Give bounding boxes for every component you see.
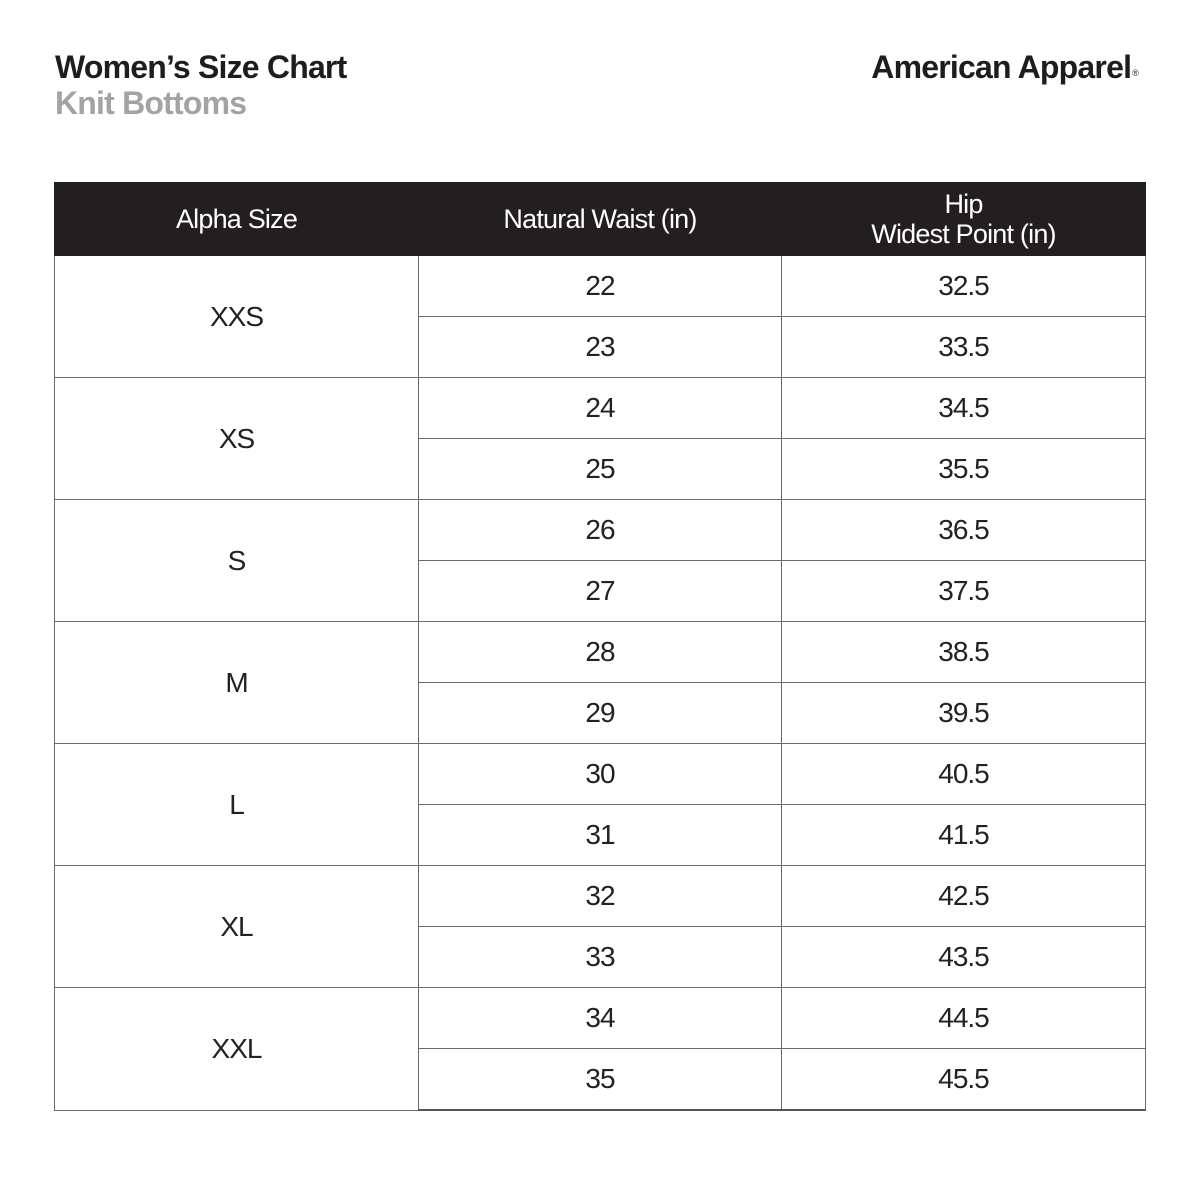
- natural-waist-cell: 30: [419, 744, 782, 805]
- hip-cell: 33.5: [782, 317, 1146, 378]
- natural-waist-cell: 29: [419, 683, 782, 744]
- table-row: [55, 622, 1146, 683]
- hip-header-line1: Hip: [944, 189, 983, 219]
- alpha-size-cell: XS: [55, 378, 419, 500]
- table-row: [55, 866, 1146, 927]
- hip-cell: 45.5: [782, 1049, 1146, 1111]
- hip-cell: 32.5: [782, 256, 1146, 317]
- table-header-row: [55, 183, 1146, 256]
- hip-cell: 37.5: [782, 561, 1146, 622]
- column-header-natural-waist: Natural Waist (in): [419, 183, 782, 256]
- alpha-size-cell: L: [55, 744, 419, 866]
- hip-cell: 44.5: [782, 988, 1146, 1049]
- page-title: Women’s Size Chart: [55, 49, 347, 85]
- alpha-size-cell: XXS: [55, 256, 419, 378]
- table-row: [55, 744, 1146, 805]
- brand-logo: [871, 49, 1138, 85]
- hip-cell: 36.5: [782, 500, 1146, 561]
- size-chart-table: [54, 182, 1146, 1111]
- hip-cell: 38.5: [782, 622, 1146, 683]
- hip-cell: 41.5: [782, 805, 1146, 866]
- hip-cell: 40.5: [782, 744, 1146, 805]
- natural-waist-cell: 32: [419, 866, 782, 927]
- registered-mark: ®: [1132, 68, 1138, 78]
- hip-header-line2: Widest Point (in): [871, 219, 1056, 249]
- natural-waist-cell: 33: [419, 927, 782, 988]
- natural-waist-cell: 34: [419, 988, 782, 1049]
- natural-waist-cell: 31: [419, 805, 782, 866]
- page-subtitle: Knit Bottoms: [55, 85, 247, 121]
- alpha-size-cell: XL: [55, 866, 419, 988]
- table-body: [55, 256, 1146, 1111]
- alpha-size-cell: S: [55, 500, 419, 622]
- alpha-size-cell: M: [55, 622, 419, 744]
- hip-cell: 35.5: [782, 439, 1146, 500]
- column-header-hip: [782, 183, 1146, 256]
- brand-name: American Apparel: [871, 49, 1132, 85]
- column-header-alpha-size: Alpha Size: [55, 183, 419, 256]
- natural-waist-cell: 26: [419, 500, 782, 561]
- hip-cell: 34.5: [782, 378, 1146, 439]
- table-row: [55, 988, 1146, 1049]
- natural-waist-cell: 25: [419, 439, 782, 500]
- hip-cell: 39.5: [782, 683, 1146, 744]
- table-row: [55, 378, 1146, 439]
- table-row: [55, 256, 1146, 317]
- table-row: [55, 500, 1146, 561]
- alpha-size-cell: XXL: [55, 988, 419, 1111]
- natural-waist-cell: 28: [419, 622, 782, 683]
- natural-waist-cell: 23: [419, 317, 782, 378]
- natural-waist-cell: 35: [419, 1049, 782, 1111]
- hip-cell: 43.5: [782, 927, 1146, 988]
- hip-cell: 42.5: [782, 866, 1146, 927]
- natural-waist-cell: 24: [419, 378, 782, 439]
- natural-waist-cell: 22: [419, 256, 782, 317]
- natural-waist-cell: 27: [419, 561, 782, 622]
